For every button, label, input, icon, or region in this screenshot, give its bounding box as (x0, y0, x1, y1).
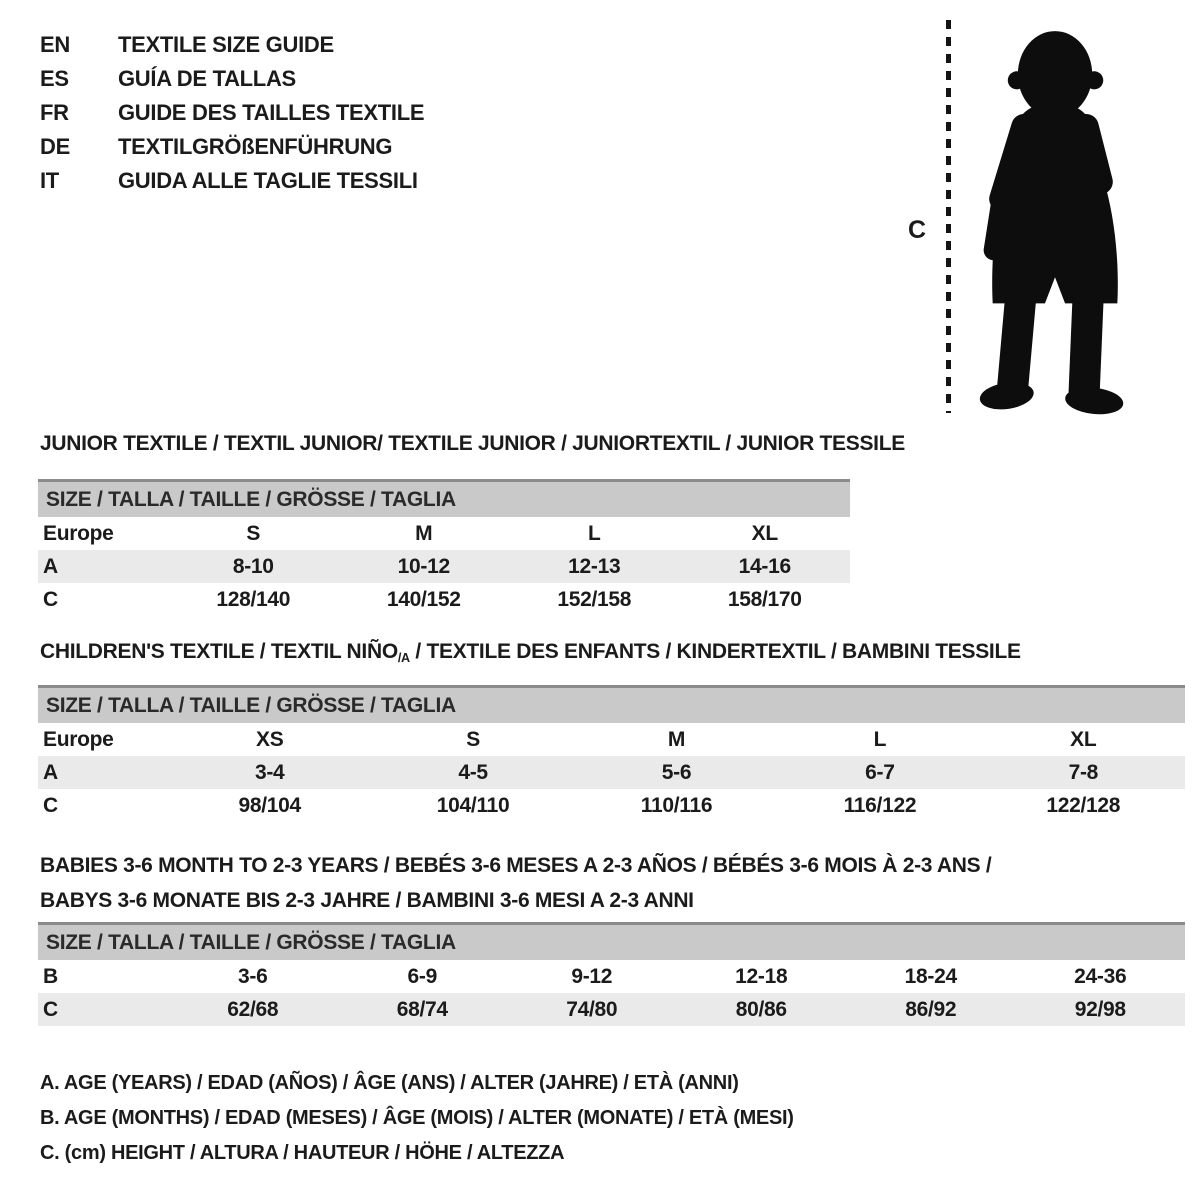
row-label: A (43, 760, 58, 784)
size-cell: M (667, 727, 686, 751)
babies-size-table (38, 922, 1185, 1026)
height-cell: 122/128 (1046, 793, 1121, 817)
language-row-it (40, 164, 424, 198)
age-cell: 4-5 (458, 760, 488, 784)
children-size-table (38, 685, 1185, 822)
age-cell: 12-13 (568, 554, 621, 578)
legend-line-c: C. (cm) HEIGHT / ALTURA / HAUTEUR / HÖHE / ALTEZZA (40, 1142, 565, 1164)
months-cell: 12-18 (735, 964, 788, 988)
size-cell: L (587, 521, 601, 545)
legend-line-a: A. AGE (YEARS) / EDAD (AÑOS) / ÂGE (ANS) / ALTER (JAHRE) / ETÀ (ANNI) (40, 1072, 739, 1094)
children-title-part2: / TEXTILE DES ENFANTS / KINDERTEXTIL / BAMBINI TESSILE (409, 640, 1021, 663)
table-row-height (38, 583, 850, 616)
size-cell: L (873, 727, 887, 751)
table-row-europe (38, 723, 1185, 756)
row-label: C (43, 587, 58, 611)
language-title: GUIDE DES TAILLES TEXTILE (118, 100, 425, 125)
table-row-months (38, 960, 1185, 993)
language-code: ES (40, 66, 69, 91)
age-cell: 14-16 (738, 554, 791, 578)
height-cell: 62/68 (227, 997, 279, 1021)
junior-section-title: JUNIOR TEXTILE / TEXTIL JUNIOR/ TEXTILE JUNIOR / JUNIORTEXTIL / JUNIOR TESSILE (40, 432, 905, 455)
age-cell: 6-7 (865, 760, 895, 784)
language-row-en (40, 28, 424, 62)
age-cell: 7-8 (1068, 760, 1099, 784)
age-cell: 5-6 (661, 760, 692, 784)
months-cell: 24-36 (1074, 964, 1127, 988)
height-dashed-line (946, 20, 951, 413)
height-cell: 116/122 (843, 793, 917, 817)
language-title: TEXTILGRÖßENFÜHRUNG (118, 134, 393, 159)
height-cell: 74/80 (566, 997, 618, 1021)
table-row-age (38, 756, 1185, 789)
junior-size-header-bar: SIZE / TALLA / TAILLE / GRÖSSE / TAGLIA (38, 479, 850, 517)
children-size-header-bar: SIZE / TALLA / TAILLE / GRÖSSE / TAGLIA (38, 685, 1185, 723)
row-label: A (43, 554, 58, 578)
row-label: Europe (43, 521, 114, 545)
language-code: DE (40, 134, 70, 159)
language-title: GUIDA ALLE TAGLIE TESSILI (118, 168, 418, 193)
junior-size-table (38, 479, 850, 616)
language-title: TEXTILE SIZE GUIDE (118, 32, 334, 57)
table-row-height (38, 993, 1185, 1026)
height-cell: 110/116 (640, 793, 713, 817)
height-cell: 86/92 (905, 997, 957, 1021)
row-label: Europe (43, 727, 114, 751)
months-cell: 18-24 (904, 964, 957, 988)
height-cell: 152/158 (557, 587, 632, 611)
age-cell: 10-12 (397, 554, 450, 578)
size-cell: M (415, 521, 433, 545)
height-cell: 98/104 (238, 793, 301, 817)
toddler-silhouette-icon (966, 16, 1138, 418)
age-cell: 8-10 (232, 554, 274, 578)
language-row-es (40, 62, 424, 96)
table-row-age (38, 550, 850, 583)
height-cell: 92/98 (1074, 997, 1126, 1021)
language-code: FR (40, 100, 69, 125)
height-cell: 158/170 (727, 587, 802, 611)
height-cell: 128/140 (216, 587, 291, 611)
height-cell: 104/110 (436, 793, 510, 817)
babies-title-line1: BABIES 3-6 MONTH TO 2-3 YEARS / BEBÉS 3-6 MESES A 2-3 AÑOS / BÉBÉS 3-6 MOIS À 2-3 ANS / (40, 854, 992, 877)
size-cell: XL (751, 521, 778, 545)
row-label: C (43, 793, 58, 817)
height-cell: 140/152 (386, 587, 461, 611)
children-title-subscript: /A (397, 651, 410, 666)
language-row-de (40, 130, 424, 164)
size-cell: S (466, 727, 480, 751)
table-row-europe (38, 517, 850, 550)
babies-size-header-bar: SIZE / TALLA / TAILLE / GRÖSSE / TAGLIA (38, 922, 1185, 960)
legend (40, 1066, 794, 1171)
row-label: C (43, 997, 58, 1021)
babies-section-title (40, 848, 991, 918)
table-row-height (38, 789, 1185, 822)
height-measure-label: C (908, 216, 926, 244)
language-title: GUÍA DE TALLAS (118, 66, 296, 91)
age-cell: 3-4 (254, 760, 285, 784)
months-cell: 9-12 (571, 964, 613, 988)
language-list (40, 28, 424, 198)
size-cell: XS (255, 727, 284, 751)
months-cell: 3-6 (238, 964, 268, 988)
language-row-fr (40, 96, 424, 130)
babies-title-line2: BABYS 3-6 MONATE BIS 2-3 JAHRE / BAMBINI 3-6 MESI A 2-3 ANNI (40, 889, 694, 912)
language-code: IT (40, 168, 59, 193)
children-title-part1: CHILDREN'S TEXTILE / TEXTIL NIÑO (40, 640, 398, 663)
children-section-title (40, 640, 1021, 664)
language-code: EN (40, 32, 70, 57)
months-cell: 6-9 (407, 964, 437, 988)
row-label: B (43, 964, 58, 988)
height-cell: 80/86 (735, 997, 787, 1021)
height-cell: 68/74 (396, 997, 448, 1021)
size-cell: S (246, 521, 261, 545)
size-cell: XL (1070, 727, 1097, 751)
legend-line-b: B. AGE (MONTHS) / EDAD (MESES) / ÂGE (MOIS) / ALTER (MONATE) / ETÀ (MESI) (40, 1107, 794, 1129)
